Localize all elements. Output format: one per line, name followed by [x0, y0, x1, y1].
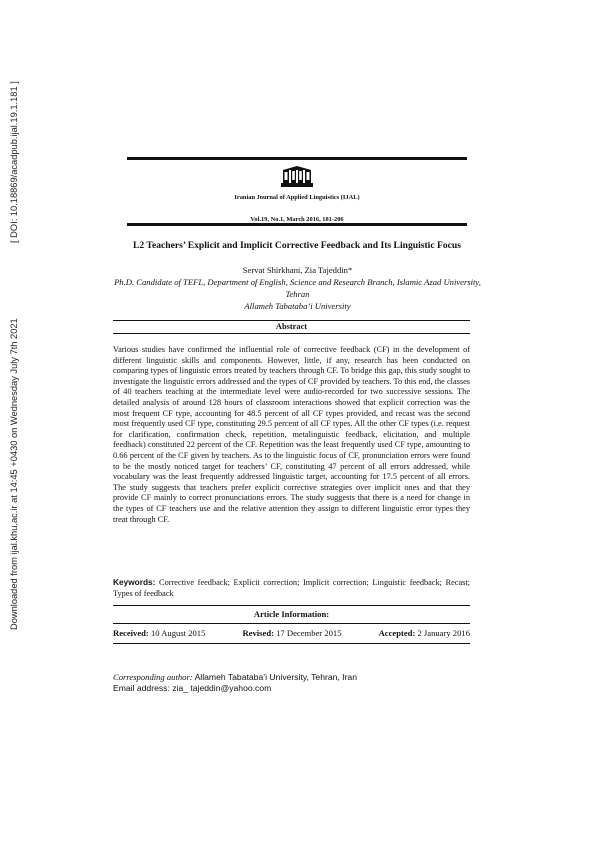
- abstract-heading-box: [113, 320, 470, 334]
- article-info-box: [113, 605, 470, 644]
- header-rule-bottom: [127, 223, 467, 226]
- journal-volume: Vol.19, No.1, March 2016, 181-206: [250, 216, 344, 223]
- email-address: Email address: zia_ tajeddin@yahoo.com: [113, 683, 272, 693]
- article-info-divider: [113, 623, 470, 624]
- doi-stamp: [ DOI: 10.18869/acadpub.ijal.19.1.181 ]: [9, 81, 19, 243]
- journal-logo-icon: [280, 166, 314, 188]
- abstract-text: Various studies have confirmed the influential role of corrective feedback (CF) in the development of different linguistic skills and components. However, little, if any, research has been conducted on comparing types of linguistic errors treated by teachers through CF. To bridge this gap, this study sought to investigate the linguistic errors addressed and the types of CF provided by teachers. To this end, the classes of 40 teachers teaching at the intermediate level were audio-recorded for two successive sessions. The detailed analysis of around 128 hours of classroom interactions showed that explicit correction was the most frequent CF type, accounting for 48.5 percent of all CF types provided, and recast was the second most frequently used CF type, constituting 29.5 percent of all CF types. All the other CF types (i.e. request for clarification, confirmation check, repetition, metalinguistic feedback, elicitation, and multiple feedback) constituted 22 percent of the CF. Repetition was the least frequently used CF type, amounting to 0.66 percent of the CF given by teachers. As to the linguistic focus of CF, pronunciation errors were found to be the mostly noticed target for teachers’ CF, constituting 47 percent of all errors addressed, while vocabulary was the least frequently addressed linguistic target, accounting for 17.5 percent of all errors. The study suggests that teachers prefer explicit corrective strategies over implicit ones and that they provide CF mainly to correct pronunciations errors. The study suggests that there is a need for change in the types of CF teachers use and the relative attention they assign to different linguistic error types they treat through CF.: [113, 345, 470, 524]
- revised-date: Revised: 17 December 2015: [242, 628, 342, 638]
- accepted-date: Accepted: 2 January 2016: [378, 628, 470, 638]
- side-margin-text: [3, 75, 25, 635]
- correspondence: [113, 672, 473, 694]
- journal-name: Iranian Journal of Applied Linguistics (IJAL): [234, 194, 360, 201]
- email-link[interactable]: zia_ tajeddin@yahoo.com: [172, 683, 272, 693]
- corresponding-author: Corresponding author: Allameh Tabataba’i University, Tehran, Iran: [113, 672, 357, 682]
- affiliation-2: Allameh Tabataba’i University: [244, 301, 351, 311]
- author-block: [110, 264, 485, 312]
- header-rule-top: [127, 157, 467, 160]
- article-title: L2 Teachers’ Explicit and Implicit Corrective Feedback and Its Linguistic Focus: [133, 240, 461, 251]
- article-info-heading: Article Information:: [253, 609, 330, 619]
- keywords-list: Corrective feedback; Explicit correction; Implicit correction; Linguistic feedback; Recast; Types of feedback: [113, 578, 470, 598]
- article-dates: [113, 628, 470, 638]
- affiliation-1: Ph.D. Candidate of TEFL, Department of English, Science and Research Branch, Islamic Azad University, Tehran: [114, 277, 481, 299]
- keywords-label: Keywords:: [113, 577, 156, 587]
- author-names: Servat Shirkhani, Zia Tajeddin*: [242, 265, 353, 275]
- received-date: Received: 10 August 2015: [113, 628, 206, 638]
- abstract-heading: Abstract: [275, 322, 308, 331]
- keywords: [113, 577, 470, 599]
- download-stamp: Downloaded from ijal.khu.ac.ir at 14:45 +0430 on Wednesday July 7th 2021: [9, 318, 19, 630]
